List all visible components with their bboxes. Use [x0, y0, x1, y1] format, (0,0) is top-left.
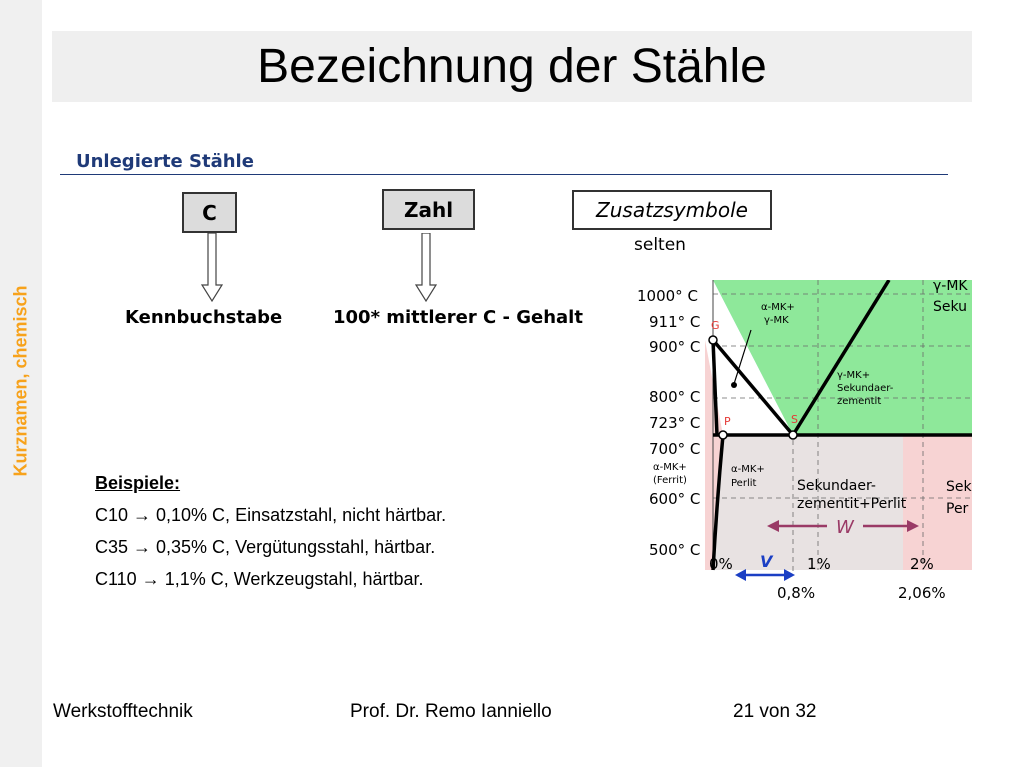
footer-author: Prof. Dr. Remo Ianniello [350, 701, 552, 722]
example-item: C10 → 0,10% C, Einsatzstahl, nicht härtbar. [95, 505, 447, 525]
temperature-label: 700° C [649, 440, 701, 458]
region-label: γ-MK [933, 280, 968, 294]
temperature-label: 1000° C [637, 287, 698, 305]
additional-symbols-box: Zusatzsymbole [572, 190, 772, 230]
region-label: Per [946, 501, 969, 517]
marker-label: 0,8% [777, 584, 816, 602]
region-label: α-MK+ [761, 302, 795, 313]
point-g [709, 336, 717, 344]
title-bar [52, 31, 972, 102]
point-p-label: P [724, 415, 731, 428]
region-label: α-MK+ [731, 464, 765, 475]
carbon-label: 1% [807, 555, 831, 573]
region-label: Sek [946, 479, 972, 495]
letter-c-box: C [182, 192, 237, 233]
temperature-label: 723° C [649, 414, 701, 432]
carbon-label: 0% [709, 555, 733, 573]
temperature-label: 900° C [649, 338, 701, 356]
v-arrow-label: V [760, 552, 773, 571]
region-label: Perlit [731, 478, 757, 489]
region-label: zementit [837, 396, 882, 407]
point-s [789, 431, 797, 439]
example-item: C35 → 0,35% C, Vergütungsstahl, härtbar. [95, 537, 436, 557]
examples-block [95, 467, 446, 595]
temperature-label: 911° C [649, 313, 701, 331]
section-divider [60, 174, 948, 175]
region-label: Sekundaer- [797, 478, 876, 494]
region-label: (Ferrit) [653, 475, 687, 486]
w-arrow-label: W [836, 517, 854, 538]
point-s-label: S [791, 413, 798, 426]
example-item: C110 → 1,1% C, Werkzeugstahl, härtbar. [95, 569, 424, 589]
leader-dot [731, 382, 737, 388]
rarely-note: selten [634, 235, 686, 255]
marker-label: 2,06% [898, 584, 946, 602]
temperature-label: 600° C [649, 490, 701, 508]
region-label: γ-MK+ [837, 370, 871, 381]
phase-diagram [633, 280, 972, 610]
temperature-label: 500° C [649, 541, 701, 559]
sidebar-label: Kurznamen, chemisch [10, 285, 31, 477]
page-title: Bezeichnung der Stähle [257, 40, 767, 93]
carbon-content-label: 100* mittlerer C - Gehalt [333, 307, 583, 328]
point-g-label: G [711, 319, 720, 332]
examples-heading: Beispiele: [95, 473, 181, 493]
region-label: zementit+Perlit [797, 496, 907, 512]
code-letter-label: Kennbuchstabe [125, 307, 283, 328]
number-box: Zahl [382, 189, 475, 230]
region-label: γ-MK [764, 315, 789, 326]
region-label: Sekundaer- [837, 383, 894, 394]
region-label: Seku [933, 299, 968, 315]
down-arrow-icon [415, 233, 437, 303]
down-arrow-icon [201, 233, 223, 303]
footer-page-number: 21 von 32 [733, 701, 817, 722]
sidebar [0, 0, 42, 767]
region-label: α-MK+ [653, 462, 687, 473]
section-heading: Unlegierte Stähle [76, 151, 254, 172]
carbon-label: 2% [910, 555, 934, 573]
footer-course: Werkstofftechnik [53, 701, 193, 722]
temperature-label: 800° C [649, 388, 701, 406]
point-p [719, 431, 727, 439]
